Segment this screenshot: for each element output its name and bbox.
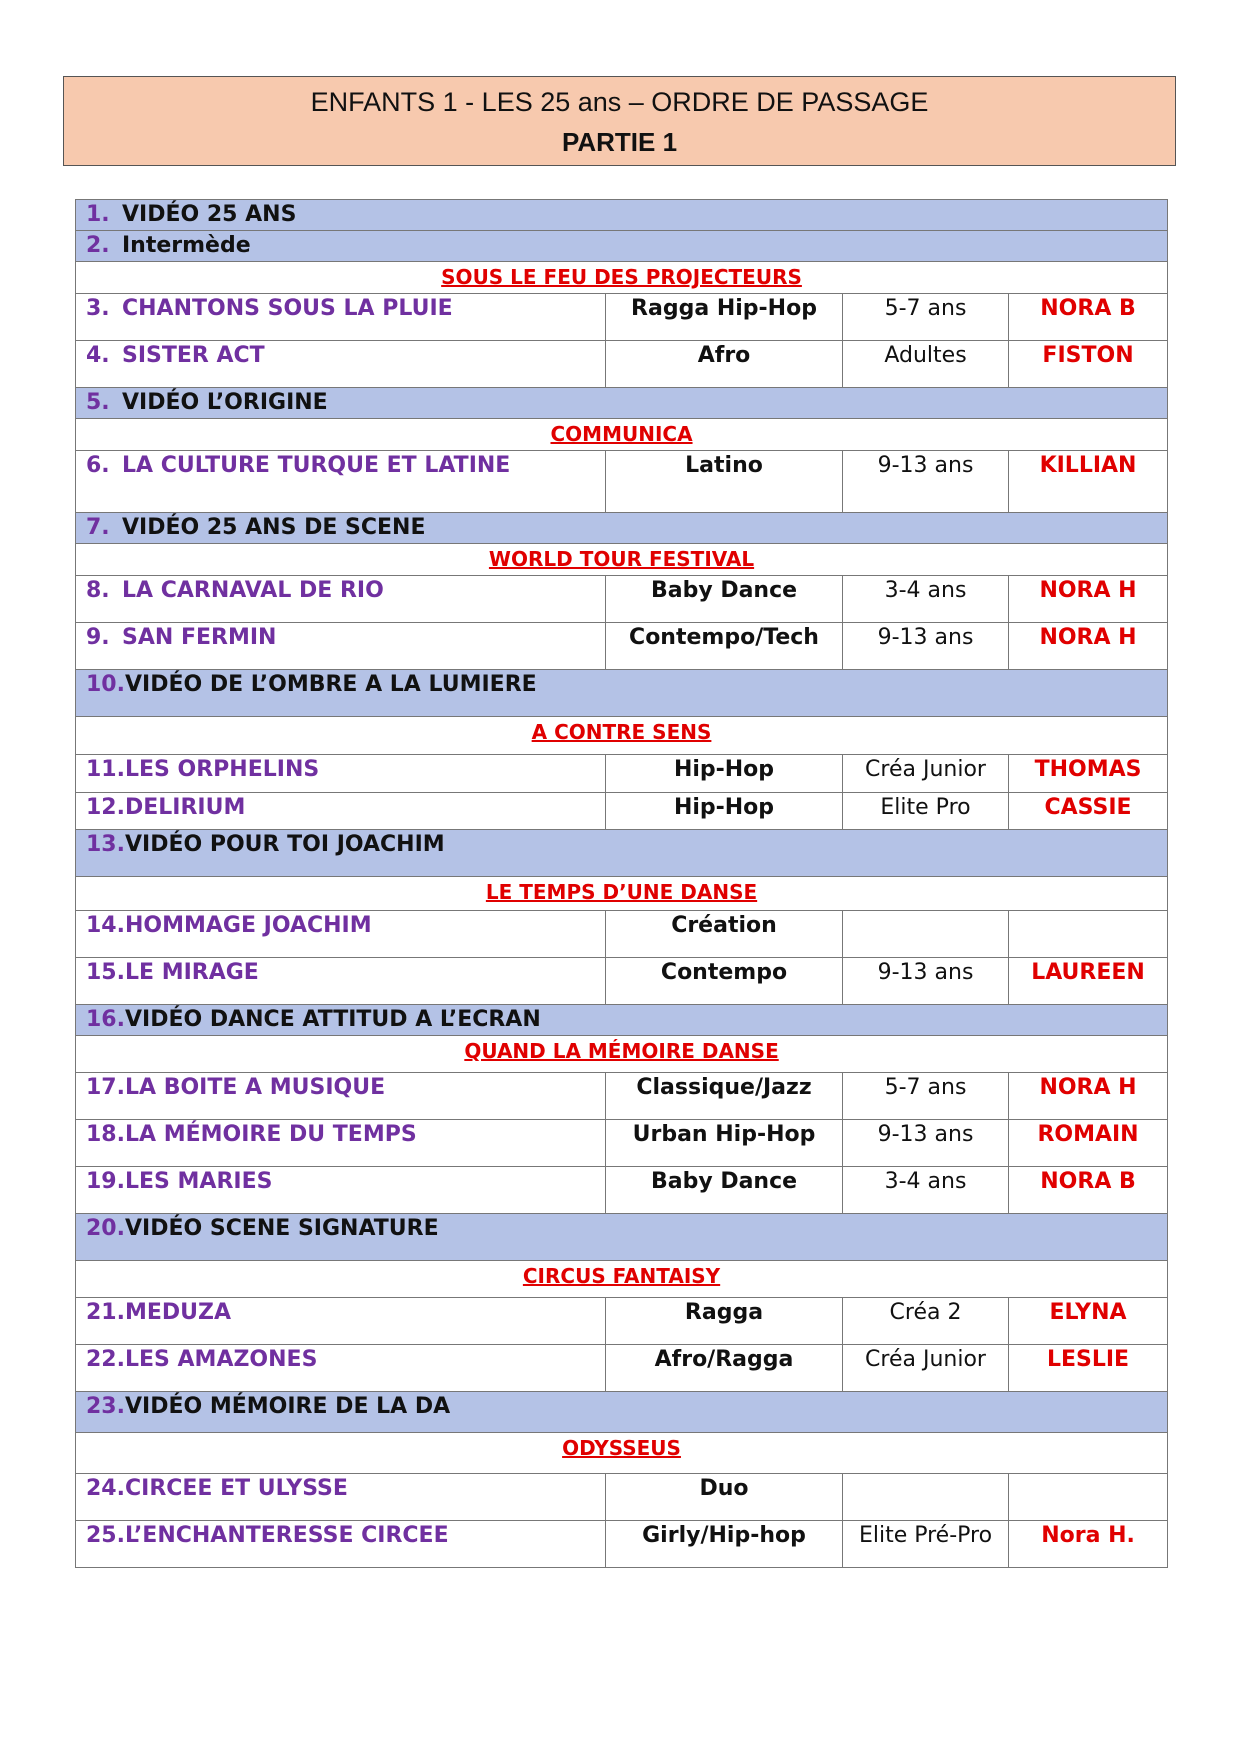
video-row <box>76 830 1168 877</box>
act-row <box>76 576 1168 623</box>
item-number: 21. <box>86 1300 125 1325</box>
video-cell <box>76 388 1168 419</box>
teacher-name: KILLIAN <box>1009 451 1168 513</box>
section-row <box>76 419 1168 451</box>
age-group: 3-4 ans <box>843 1167 1009 1214</box>
item-title: Intermède <box>122 233 251 258</box>
age-group: Créa Junior <box>843 1345 1009 1392</box>
section-title: ODYSSEUS <box>76 1433 1168 1474</box>
item-title: VIDÉO SCENE SIGNATURE <box>124 1216 439 1241</box>
act-row <box>76 341 1168 388</box>
item-number: 7. <box>86 515 110 540</box>
item-number: 10. <box>86 672 125 697</box>
act-title: LES MARIES <box>124 1169 273 1194</box>
dance-style: Duo <box>606 1474 843 1521</box>
dance-style: Contempo <box>606 958 843 1005</box>
act-title: DELIRIUM <box>124 795 246 820</box>
act-row <box>76 623 1168 670</box>
item-number: 4. <box>86 343 110 368</box>
teacher-name: NORA H <box>1009 1073 1168 1120</box>
act-row <box>76 1521 1168 1568</box>
teacher-name: FISTON <box>1009 341 1168 388</box>
item-number: 19. <box>86 1169 125 1194</box>
act-title: HOMMAGE JOACHIM <box>124 913 372 938</box>
act-title: CIRCEE ET ULYSSE <box>124 1476 348 1501</box>
age-group: 5-7 ans <box>843 294 1009 341</box>
item-number: 14. <box>86 913 125 938</box>
dance-style: Baby Dance <box>606 1167 843 1214</box>
teacher-name: NORA H <box>1009 623 1168 670</box>
act-title-cell <box>76 451 606 513</box>
act-title-cell <box>76 1298 606 1345</box>
teacher-name: THOMAS <box>1009 755 1168 793</box>
age-group: 9-13 ans <box>843 958 1009 1005</box>
act-row <box>76 451 1168 513</box>
section-row <box>76 544 1168 576</box>
item-number: 1. <box>86 202 110 227</box>
age-group: 9-13 ans <box>843 623 1009 670</box>
video-cell <box>76 1005 1168 1036</box>
teacher-name: NORA B <box>1009 294 1168 341</box>
age-group: Créa 2 <box>843 1298 1009 1345</box>
act-title: MEDUZA <box>124 1300 232 1325</box>
section-title: A CONTRE SENS <box>76 717 1168 755</box>
item-title: VIDÉO MÉMOIRE DE LA DA <box>124 1394 451 1419</box>
age-group <box>843 1474 1009 1521</box>
act-title-cell <box>76 793 606 830</box>
item-title: VIDÉO 25 ANS <box>122 202 297 227</box>
teacher-name <box>1009 1474 1168 1521</box>
item-number: 11. <box>86 757 125 782</box>
age-group: 9-13 ans <box>843 1120 1009 1167</box>
dance-style: Latino <box>606 451 843 513</box>
item-number: 3. <box>86 296 110 321</box>
dance-style: Hip-Hop <box>606 755 843 793</box>
act-title: LES ORPHELINS <box>124 757 320 782</box>
video-row <box>76 513 1168 544</box>
teacher-name <box>1009 911 1168 958</box>
age-group: 9-13 ans <box>843 451 1009 513</box>
age-group: Créa Junior <box>843 755 1009 793</box>
act-title-cell <box>76 1474 606 1521</box>
dance-style: Ragga Hip-Hop <box>606 294 843 341</box>
act-row <box>76 1120 1168 1167</box>
act-title-cell <box>76 1167 606 1214</box>
act-title-cell <box>76 576 606 623</box>
item-title: VIDÉO DE L’OMBRE A LA LUMIERE <box>124 672 537 697</box>
video-row <box>76 388 1168 419</box>
age-group: Elite Pro <box>843 793 1009 830</box>
act-row <box>76 294 1168 341</box>
video-cell <box>76 231 1168 262</box>
section-row <box>76 262 1168 294</box>
dance-style: Afro/Ragga <box>606 1345 843 1392</box>
act-row <box>76 1345 1168 1392</box>
video-row <box>76 200 1168 231</box>
act-title: CHANTONS SOUS LA PLUIE <box>122 296 453 321</box>
act-title-cell <box>76 958 606 1005</box>
section-row <box>76 1433 1168 1474</box>
video-row <box>76 670 1168 717</box>
act-row <box>76 793 1168 830</box>
teacher-name: LESLIE <box>1009 1345 1168 1392</box>
act-row <box>76 958 1168 1005</box>
section-title: LE TEMPS D’UNE DANSE <box>76 877 1168 911</box>
act-title-cell <box>76 341 606 388</box>
page-header <box>63 76 1176 166</box>
item-number: 22. <box>86 1347 125 1372</box>
act-row <box>76 755 1168 793</box>
video-row <box>76 1005 1168 1036</box>
video-cell <box>76 200 1168 231</box>
video-row <box>76 1392 1168 1433</box>
act-title-cell <box>76 755 606 793</box>
item-title: VIDÉO POUR TOI JOACHIM <box>124 832 445 857</box>
section-row <box>76 717 1168 755</box>
running-order-table <box>75 199 1168 1568</box>
act-row <box>76 1298 1168 1345</box>
item-number: 17. <box>86 1075 125 1100</box>
dance-style: Création <box>606 911 843 958</box>
dance-style: Afro <box>606 341 843 388</box>
item-number: 5. <box>86 390 110 415</box>
teacher-name: NORA H <box>1009 576 1168 623</box>
act-title: L’ENCHANTERESSE CIRCEE <box>124 1523 449 1548</box>
teacher-name: NORA B <box>1009 1167 1168 1214</box>
item-number: 16. <box>86 1007 125 1032</box>
item-number: 9. <box>86 625 110 650</box>
video-row <box>76 231 1168 262</box>
item-number: 13. <box>86 832 125 857</box>
teacher-name: LAUREEN <box>1009 958 1168 1005</box>
age-group: 5-7 ans <box>843 1073 1009 1120</box>
page-subtitle: PARTIE 1 <box>561 127 678 157</box>
video-row <box>76 1214 1168 1261</box>
running-order-body <box>76 200 1168 1568</box>
video-cell <box>76 1392 1168 1433</box>
teacher-name: ELYNA <box>1009 1298 1168 1345</box>
act-title: LA CARNAVAL DE RIO <box>122 578 384 603</box>
video-cell <box>76 830 1168 877</box>
act-row <box>76 1073 1168 1120</box>
page-title: ENFANTS 1 - LES 25 ans – ORDRE DE PASSAGE <box>310 87 929 117</box>
item-number: 25. <box>86 1523 125 1548</box>
section-title: COMMUNICA <box>76 419 1168 451</box>
item-number: 18. <box>86 1122 125 1147</box>
item-number: 20. <box>86 1216 125 1241</box>
act-title: SISTER ACT <box>122 343 265 368</box>
act-title: LA MÉMOIRE DU TEMPS <box>124 1122 417 1147</box>
dance-style: Girly/Hip-hop <box>606 1521 843 1568</box>
item-number: 23. <box>86 1394 125 1419</box>
section-title: QUAND LA MÉMOIRE DANSE <box>76 1036 1168 1073</box>
video-cell <box>76 513 1168 544</box>
act-title-cell <box>76 1073 606 1120</box>
age-group: Elite Pré-Pro <box>843 1521 1009 1568</box>
act-title: LES AMAZONES <box>124 1347 318 1372</box>
dance-style: Ragga <box>606 1298 843 1345</box>
teacher-name: Nora H. <box>1009 1521 1168 1568</box>
item-number: 2. <box>86 233 110 258</box>
item-title: VIDÉO L’ORIGINE <box>122 390 328 415</box>
video-cell <box>76 670 1168 717</box>
dance-style: Baby Dance <box>606 576 843 623</box>
item-number: 15. <box>86 960 125 985</box>
age-group: 3-4 ans <box>843 576 1009 623</box>
dance-style: Classique/Jazz <box>606 1073 843 1120</box>
item-number: 24. <box>86 1476 125 1501</box>
act-title-cell <box>76 1345 606 1392</box>
act-title-cell <box>76 1521 606 1568</box>
act-title-cell <box>76 294 606 341</box>
act-title-cell <box>76 1120 606 1167</box>
teacher-name: ROMAIN <box>1009 1120 1168 1167</box>
section-title: CIRCUS FANTAISY <box>76 1261 1168 1298</box>
dance-style: Urban Hip-Hop <box>606 1120 843 1167</box>
video-cell <box>76 1214 1168 1261</box>
act-title: LE MIRAGE <box>124 960 259 985</box>
teacher-name: CASSIE <box>1009 793 1168 830</box>
item-title: VIDÉO DANCE ATTITUD A L’ECRAN <box>124 1007 541 1032</box>
dance-style: Hip-Hop <box>606 793 843 830</box>
age-group <box>843 911 1009 958</box>
act-title-cell <box>76 623 606 670</box>
item-title: VIDÉO 25 ANS DE SCENE <box>122 515 426 540</box>
section-row <box>76 1261 1168 1298</box>
section-title: WORLD TOUR FESTIVAL <box>76 544 1168 576</box>
act-row <box>76 1167 1168 1214</box>
act-row <box>76 911 1168 958</box>
dance-style: Contempo/Tech <box>606 623 843 670</box>
act-title-cell <box>76 911 606 958</box>
item-number: 12. <box>86 795 125 820</box>
age-group: Adultes <box>843 341 1009 388</box>
item-number: 8. <box>86 578 110 603</box>
section-row <box>76 877 1168 911</box>
section-row <box>76 1036 1168 1073</box>
act-title: LA CULTURE TURQUE ET LATINE <box>122 453 511 478</box>
act-title: SAN FERMIN <box>122 625 277 650</box>
act-row <box>76 1474 1168 1521</box>
act-title: LA BOITE A MUSIQUE <box>124 1075 386 1100</box>
section-title: SOUS LE FEU DES PROJECTEURS <box>76 262 1168 294</box>
item-number: 6. <box>86 453 110 478</box>
